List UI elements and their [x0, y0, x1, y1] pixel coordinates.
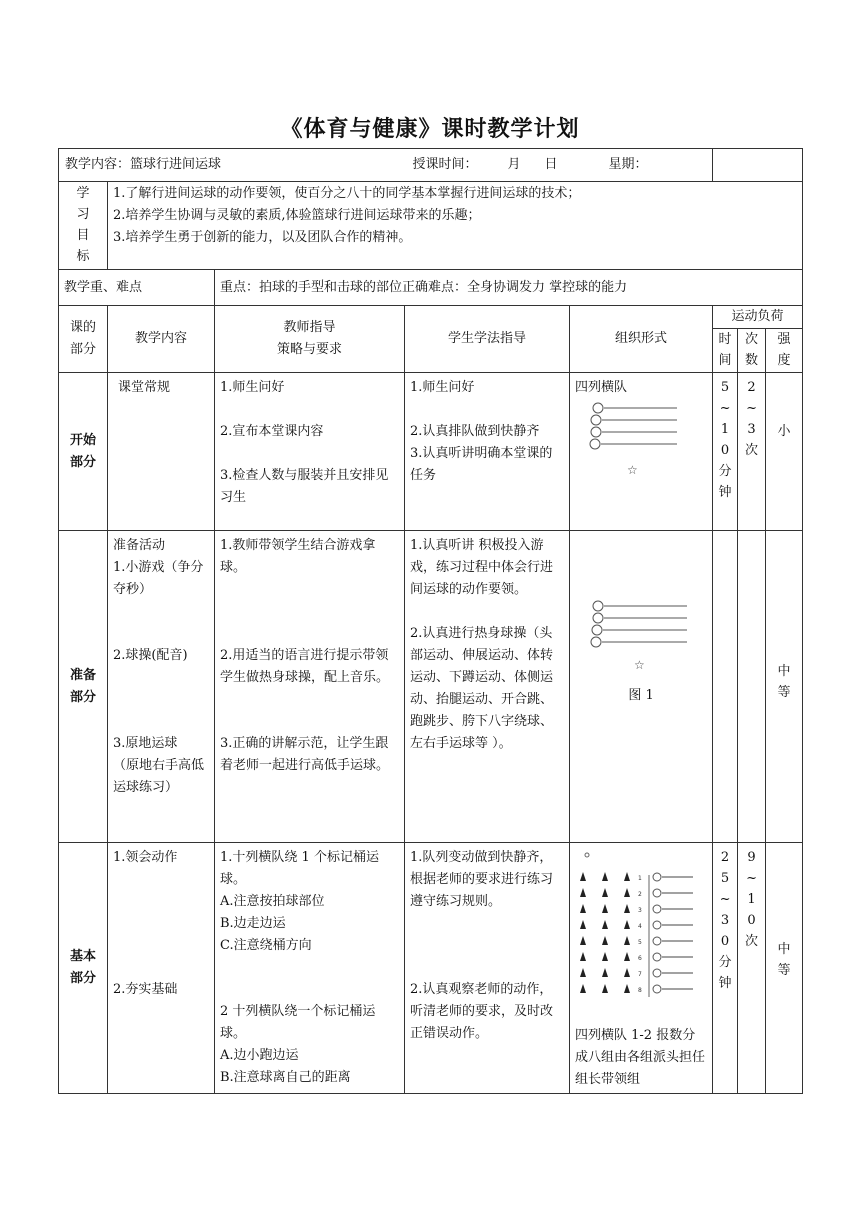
- cone-icon: [624, 920, 630, 929]
- start-intensity: 小: [766, 373, 803, 531]
- player-icon: [653, 921, 661, 929]
- col-time: 时 间: [713, 329, 738, 373]
- row-number: 4: [638, 923, 642, 930]
- day-label: 日: [544, 157, 558, 172]
- basic-count: 9 ~ 1 0 次: [738, 843, 766, 1094]
- row-number: 2: [638, 891, 642, 898]
- basic-section-row: [59, 843, 803, 1094]
- cone-icon: [602, 872, 608, 881]
- start-count: 2 ~ 3 次: [738, 373, 766, 531]
- player-icon: [653, 953, 661, 961]
- basic-org: [570, 843, 713, 1094]
- start-teacher: 1.师生问好 2.宣布本堂课内容 3.检查人数与服装并且安排见习生: [215, 373, 405, 531]
- goal-item: 3.培养学生勇于创新的能力，以及团队合作的精神。: [113, 230, 412, 245]
- basic-org-text: 四列横队 1-2 报数分成八组由各组派头担任组长带领组: [575, 1028, 706, 1087]
- cone-icon: [602, 920, 608, 929]
- keypoints-row: [59, 270, 803, 306]
- cone-icon: [580, 968, 586, 977]
- cone-icon: [580, 952, 586, 961]
- player-icon: [653, 905, 661, 913]
- col-part: 课的 部分: [59, 306, 108, 373]
- goals-label: 学 习 目 标: [59, 182, 108, 270]
- cone-icon: [580, 984, 586, 993]
- cone-icon: [624, 872, 630, 881]
- prep-intensity: 中 等: [766, 531, 803, 843]
- teacher-star-icon: ☆: [634, 658, 645, 672]
- keypoints-text: 重点：拍球的手型和击球的部位正确难点：全身协调发力 掌控球的能力: [215, 270, 803, 306]
- col-teacher: 教师指导 策略与要求: [215, 306, 405, 373]
- prep-part-label: 准备 部分: [59, 531, 108, 843]
- start-student: 1.师生问好 2.认真排队做到快静齐 3.认真听讲明确本堂课的任务: [405, 373, 570, 531]
- cone-icon: [580, 904, 586, 913]
- goals-list: [108, 182, 803, 270]
- basic-time: 2 5 ~ 3 0 分 钟: [713, 843, 738, 1094]
- col-org: 组织形式: [570, 306, 713, 373]
- keypoints-label: 教学重、难点: [59, 270, 215, 306]
- start-org: [570, 373, 713, 531]
- prep-student: 1.认真听讲 积极投入游戏，练习过程中体会行进间运球的动作要领。 2.认真进行热身球操（头部运动、伸展运动、体转运动、下蹲运动、体侧运动、抬腿运动、开合跳、跑跳步、胯下八字绕球、左右手运球等 ）。: [405, 531, 570, 843]
- col-student: 学生学法指导: [405, 306, 570, 373]
- prep-teacher: 1.教师带领学生结合游戏拿球。 2.用适当的语言进行提示带领学生做热身球操，配上音乐。 3.正确的讲解示范，让学生跟着老师一起进行高低手运球。: [215, 531, 405, 843]
- lesson-plan-table: [58, 148, 803, 1094]
- cone-icon: [624, 984, 630, 993]
- lesson-content: 教学内容：篮球行进间运球: [65, 157, 222, 172]
- cone-icon: [624, 904, 630, 913]
- cone-icon: [602, 888, 608, 897]
- figure-caption: 图 1: [628, 688, 654, 703]
- formation-diagram-four-rows: [575, 399, 695, 479]
- formation-diagram-prep: [581, 597, 701, 677]
- cone-icon: [602, 952, 608, 961]
- teacher-star-icon: ☆: [627, 463, 638, 477]
- basic-student: 1.队列变动做到快静齐，根据老师的要求进行练习 遵守练习规则。 2.认真观察老师的动作，听清老师的要求，及时改正错误动作。: [405, 843, 570, 1094]
- drill-formation-diagram: [575, 847, 705, 1017]
- start-part-label: 开始 部分: [59, 373, 108, 531]
- cone-icon: [624, 952, 630, 961]
- player-icon: [653, 873, 661, 881]
- player-icon: [653, 985, 661, 993]
- basic-part-label: 基本 部分: [59, 843, 108, 1094]
- cone-icon: [624, 936, 630, 945]
- cone-icon: [580, 936, 586, 945]
- cone-icon: [624, 968, 630, 977]
- player-icon: [653, 937, 661, 945]
- goals-row: [59, 182, 803, 270]
- basic-content: 1.领会动作 2.夯实基础: [108, 843, 215, 1094]
- row-number: 8: [638, 987, 642, 994]
- cone-icon: [624, 888, 630, 897]
- page-title: 《体育与健康》课时教学计划: [280, 117, 580, 142]
- row-number: 3: [638, 907, 642, 914]
- prep-section-row: [59, 531, 803, 843]
- start-section-row: [59, 373, 803, 531]
- cone-icon: [602, 936, 608, 945]
- col-count: 次 数: [738, 329, 766, 373]
- goal-item: 2.培养学生协调与灵敏的素质,体验篮球行进间运球带来的乐趣；: [113, 208, 481, 223]
- start-content: 课堂常规: [108, 373, 215, 531]
- prep-content: 准备活动 1.小游戏（争分夺秒） 2.球操(配音) 3.原地运球 （原地右手高低运球练习）: [108, 531, 215, 843]
- col-content: 教学内容: [108, 306, 215, 373]
- row-number: 5: [638, 939, 642, 946]
- basic-intensity: 中 等: [766, 843, 803, 1094]
- player-icon: [653, 969, 661, 977]
- month-label: 月: [507, 157, 521, 172]
- basic-teacher: 1.十列横队绕 1 个标记桶运球。 A.注意按拍球部位 B.边走边运 C.注意绕桶方向 2 十列横队绕一个标记桶运球。 A.边小跑边运 B.注意球离自己的距离: [215, 843, 405, 1094]
- teacher-mark-icon: [585, 853, 589, 857]
- cone-icon: [602, 984, 608, 993]
- cone-icon: [580, 872, 586, 881]
- start-time: 5 ~ 1 0 分 钟: [713, 373, 738, 531]
- prep-org: [570, 531, 713, 843]
- cone-icon: [602, 904, 608, 913]
- header-row: [59, 149, 803, 182]
- row-number: 6: [638, 955, 642, 962]
- goal-item: 1.了解行进间运球的动作要领，使百分之八十的同学基本掌握行进间运球的技术；: [113, 186, 581, 201]
- player-icon: [653, 889, 661, 897]
- weekday-label: 星期：: [608, 157, 648, 172]
- col-intensity: 强 度: [766, 329, 803, 373]
- col-load: 运动负荷: [713, 306, 803, 329]
- cone-icon: [580, 888, 586, 897]
- row-number: 7: [638, 971, 642, 978]
- column-header-row: [59, 306, 803, 329]
- class-time-label: 授课时间： 月 日: [412, 157, 558, 172]
- cone-icon: [602, 968, 608, 977]
- cone-icon: [580, 920, 586, 929]
- start-org-label: 四列横队: [575, 380, 628, 395]
- row-number: 1: [638, 875, 642, 882]
